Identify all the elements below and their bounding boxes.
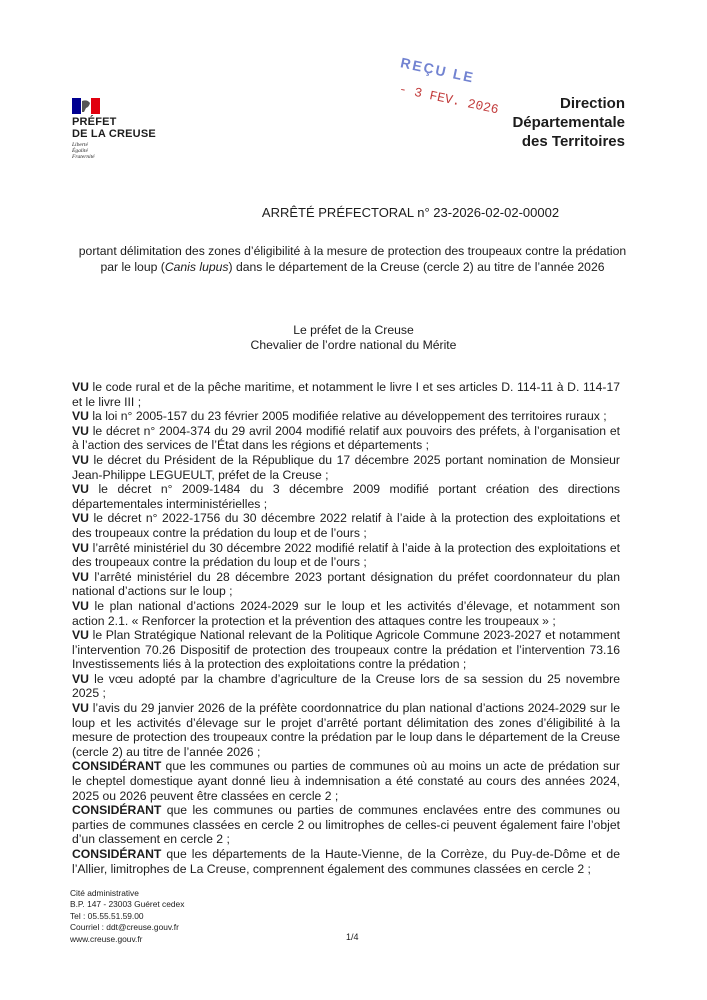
stamp-date: - 3 FEV. 2026 bbox=[397, 81, 500, 118]
recital-keyword: VU bbox=[72, 569, 89, 584]
recital-item bbox=[72, 482, 620, 511]
recital-text: l’arrêté ministériel du 30 décembre 2022 modifié relatif à l’aide à la protection des exploitations et des troupeaux contre la prédation du loup et de l’ours ; bbox=[72, 540, 620, 570]
recital-text: la loi n° 2005-157 du 23 février 2005 modifiée relative au développement des territoires ruraux ; bbox=[88, 409, 607, 424]
recital-item bbox=[72, 511, 620, 540]
logo-line-2: DE LA CREUSE bbox=[72, 128, 156, 140]
prefect-block bbox=[0, 323, 707, 353]
recital-keyword: CONSIDÉRANT bbox=[72, 803, 162, 818]
title-prefix: ARRÊTÉ PRÉFECTORAL n° bbox=[261, 205, 430, 220]
footer-address bbox=[70, 888, 184, 945]
recital-text: le plan national d’actions 2024-2029 sur le loup et les activités d’élevage, et notamment son action 2.1. « Renforcer la protection et la prévention des attaques contre les troupeaux » ; bbox=[72, 598, 620, 628]
recital-text: le code rural et de la pêche maritime, et notamment le livre I et ses articles D. 114-11 à D. 114-17 et le livre III ; bbox=[72, 380, 620, 409]
recital-keyword: VU bbox=[72, 452, 89, 467]
prefect-title: Le préfet de la Creuse bbox=[293, 323, 414, 337]
recital-item bbox=[72, 380, 620, 409]
recital-keyword: VU bbox=[72, 671, 89, 686]
recital-keyword: VU bbox=[72, 701, 89, 716]
recital-text: le décret du Président de la République du 17 décembre 2025 portant nomination de Monsieur Jean-Philippe LEGUEULT, préfet de la Creuse ; bbox=[72, 452, 620, 482]
recital-text: l’avis du 29 janvier 2026 de la préfète coordonnatrice du plan national d’actions 2024-2029 sur le loup et les activités d’élevage sur le projet d’arrêté portant délimitation des zones d’éligibilité à la mesure de protection des troupeaux contre la prédation par le loup dans le département de la Creuse (cercle 2) au titre de l’année 2026 ; bbox=[72, 701, 620, 759]
recital-keyword: VU bbox=[72, 409, 89, 424]
recital-text: le décret n° 2009-1484 du 3 décembre 2009 modifié portant création des directions départementales interministérielles ; bbox=[72, 482, 620, 511]
footer-line: Cité administrative bbox=[70, 888, 139, 898]
recital-item bbox=[72, 599, 620, 628]
recital-keyword: VU bbox=[72, 540, 89, 555]
document-title bbox=[0, 205, 707, 220]
motto-egalite: Égalité bbox=[72, 148, 88, 154]
decree-number: 23-2026-02-02-00002 bbox=[433, 205, 560, 220]
recital-item bbox=[72, 759, 620, 803]
recital-keyword: VU bbox=[72, 482, 89, 497]
recital-keyword: VU bbox=[72, 380, 89, 394]
received-stamp bbox=[390, 54, 500, 132]
page-number: 1/4 bbox=[346, 932, 359, 942]
recital-item bbox=[72, 847, 620, 876]
recital-item bbox=[72, 672, 620, 701]
recital-text: que les communes ou parties de communes enclavées entre des communes ou parties de communes classées en cercle 2 ou limitrophes de celles-ci peuvent également faire l’objet d’un classement en cercle 2 ; bbox=[72, 803, 620, 847]
recital-keyword: CONSIDÉRANT bbox=[72, 847, 162, 861]
direction-heading bbox=[512, 94, 625, 151]
prefect-honor: Chevalier de l’ordre national du Mérite bbox=[250, 338, 457, 352]
recital-text: que les communes ou parties de communes où au moins un acte de prédation sur le cheptel domestique ayant donné lieu à indemnisation a été constaté au cours des années 2024, 2025 ou 2026 peuvent être classées en cercle 2 ; bbox=[72, 759, 620, 803]
recital-item bbox=[72, 701, 620, 759]
marianne-icon bbox=[72, 98, 100, 114]
prefecture-logo bbox=[72, 98, 182, 160]
direction-line-2: Départementale bbox=[512, 114, 625, 131]
direction-line-3: des Territoires bbox=[521, 133, 625, 150]
recital-item bbox=[72, 409, 620, 424]
recital-text: le Plan Stratégique National relevant de la Politique Agricole Commune 2023-2027 et notamment l’intervention 70.26 Dispositif de protection des troupeaux contre la prédation et l’intervention 73.16 Investissements liés à la protection des exploitations contre la prédation ; bbox=[72, 628, 620, 672]
recital-item bbox=[72, 628, 620, 672]
recital-item bbox=[72, 541, 620, 570]
recital-text: l’arrêté ministériel du 28 décembre 2023 portant désignation du préfet coordonnateur du plan national d’actions sur le loup ; bbox=[72, 569, 620, 599]
recital-keyword: VU bbox=[72, 511, 89, 526]
recital-item bbox=[72, 570, 620, 599]
footer-line: Courriel : ddt@creuse.gouv.fr bbox=[70, 922, 179, 933]
footer-website[interactable]: www.creuse.gouv.fr bbox=[70, 933, 143, 944]
footer-line: Tel : 05.55.51.59.00 bbox=[70, 910, 144, 921]
motto-liberte: Liberté bbox=[72, 142, 88, 148]
subject-species: Canis lupus bbox=[164, 260, 229, 274]
logo-line-1: PRÉFET bbox=[72, 116, 117, 128]
footer-line: B.P. 147 - 23003 Guéret cedex bbox=[70, 899, 185, 910]
recital-keyword: VU bbox=[72, 628, 89, 643]
motto-fraternite: Fraternité bbox=[72, 154, 95, 160]
document-subject bbox=[75, 243, 630, 275]
recital-item bbox=[72, 803, 620, 847]
recital-text: que les départements de la Haute-Vienne, de la Corrèze, du Puy-de-Dôme et de l’Allier, limitrophes de La Creuse, comprennent également des communes classées en cercle 2 ; bbox=[72, 847, 620, 876]
recital-text: le décret n° 2022-1756 du 30 décembre 2022 relatif à l’aide à la protection des exploitations et des troupeaux contre la prédation du loup et de l’ours ; bbox=[72, 511, 620, 540]
recital-item bbox=[72, 424, 620, 453]
subject-part-2: ) dans le département de la Creuse (cercle 2) au titre de l’année 2026 bbox=[228, 260, 605, 274]
recital-keyword: VU bbox=[72, 423, 89, 438]
recital-keyword: VU bbox=[72, 598, 89, 613]
direction-line-1: Direction bbox=[559, 95, 625, 112]
recital-item bbox=[72, 453, 620, 482]
recital-text: le vœu adopté par la chambre d’agriculture de la Creuse lors de sa session du 25 novembre 2025 ; bbox=[72, 671, 620, 701]
subject-part-1: portant délimitation des zones d’éligibilité à la mesure de protection des troupeaux contre la prédation par le loup ( bbox=[78, 244, 627, 274]
recitals bbox=[72, 380, 620, 876]
recital-text: le décret n° 2004-374 du 29 avril 2004 modifié relatif aux pouvoirs des préfets, à l’organisation et à l’action des services de l’État dans les régions et départements ; bbox=[72, 423, 620, 453]
stamp-received-text: REÇU LE bbox=[399, 54, 477, 86]
recital-keyword: CONSIDÉRANT bbox=[72, 759, 162, 774]
